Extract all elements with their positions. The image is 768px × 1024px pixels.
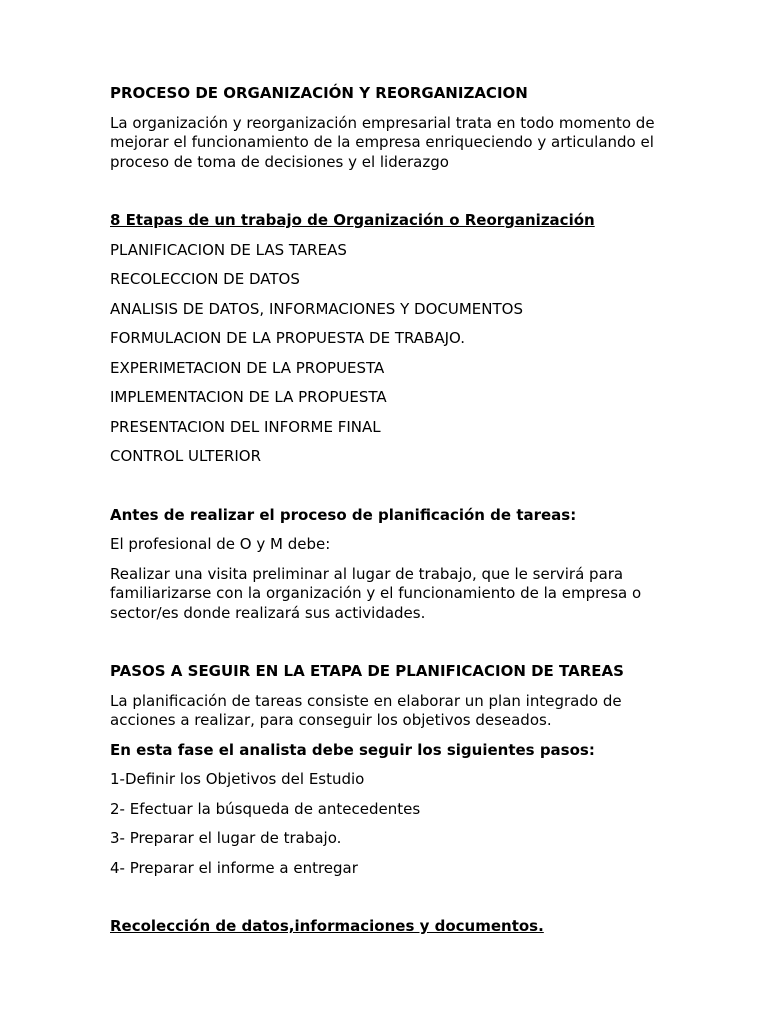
stage-item: CONTROL ULTERIOR	[110, 447, 262, 465]
stage-item: IMPLEMENTACION DE LA PROPUESTA	[110, 388, 387, 406]
stage-item: RECOLECCION DE DATOS	[110, 270, 300, 288]
recoleccion-heading: Recolección de datos,informaciones y documentos.	[110, 917, 544, 935]
document-title: PROCESO DE ORGANIZACIÓN Y REORGANIZACION	[110, 84, 528, 102]
steps-intro: La planificación de tareas consiste en elaborar un plan integrado de acciones a realizar, para conseguir los objetivos deseados.	[110, 691, 622, 729]
stage-item: ANALISIS DE DATOS, INFORMACIONES Y DOCUMENTOS	[110, 299, 523, 318]
step-item: 3- Preparar el lugar de trabajo.	[110, 829, 342, 847]
before-heading: Antes de realizar el proceso de planificación de tareas:	[110, 505, 577, 524]
steps-heading: PASOS A SEGUIR EN LA ETAPA DE PLANIFICACION DE TAREAS	[110, 662, 624, 680]
before-line-1: El profesional de O y M debe:	[110, 535, 331, 553]
steps-subheading: En esta fase el analista debe seguir los siguientes pasos:	[110, 740, 595, 759]
step-item: 1-Definir los Objetivos del Estudio	[110, 770, 365, 788]
steps-list	[110, 770, 670, 878]
stages-list	[110, 241, 670, 467]
stage-item: PRESENTACION DEL INFORME FINAL	[110, 417, 381, 436]
stage-item: EXPERIMETACION DE LA PROPUESTA	[110, 358, 385, 377]
stage-item: PLANIFICACION DE LAS TAREAS	[110, 240, 347, 259]
stage-item: FORMULACION DE LA PROPUESTA DE TRABAJO.	[110, 329, 465, 347]
step-item: 2- Efectuar la búsqueda de antecedentes	[110, 799, 421, 818]
before-line-2: Realizar una visita preliminar al lugar de trabajo, que le servirá para familiarizarse con la organización y el funcionamiento de la empresa o sector/es donde realizará sus actividades.	[110, 564, 642, 622]
stages-heading: 8 Etapas de un trabajo de Organización o Reorganización	[110, 211, 595, 229]
intro-paragraph: La organización y reorganización empresarial trata en todo momento de mejorar el funcionamiento de la empresa enriqueciendo y articulando el proceso de toma de decisiones y el liderazgo	[110, 113, 655, 171]
document-body	[110, 84, 670, 937]
step-item: 4- Preparar el informe a entregar	[110, 858, 358, 877]
